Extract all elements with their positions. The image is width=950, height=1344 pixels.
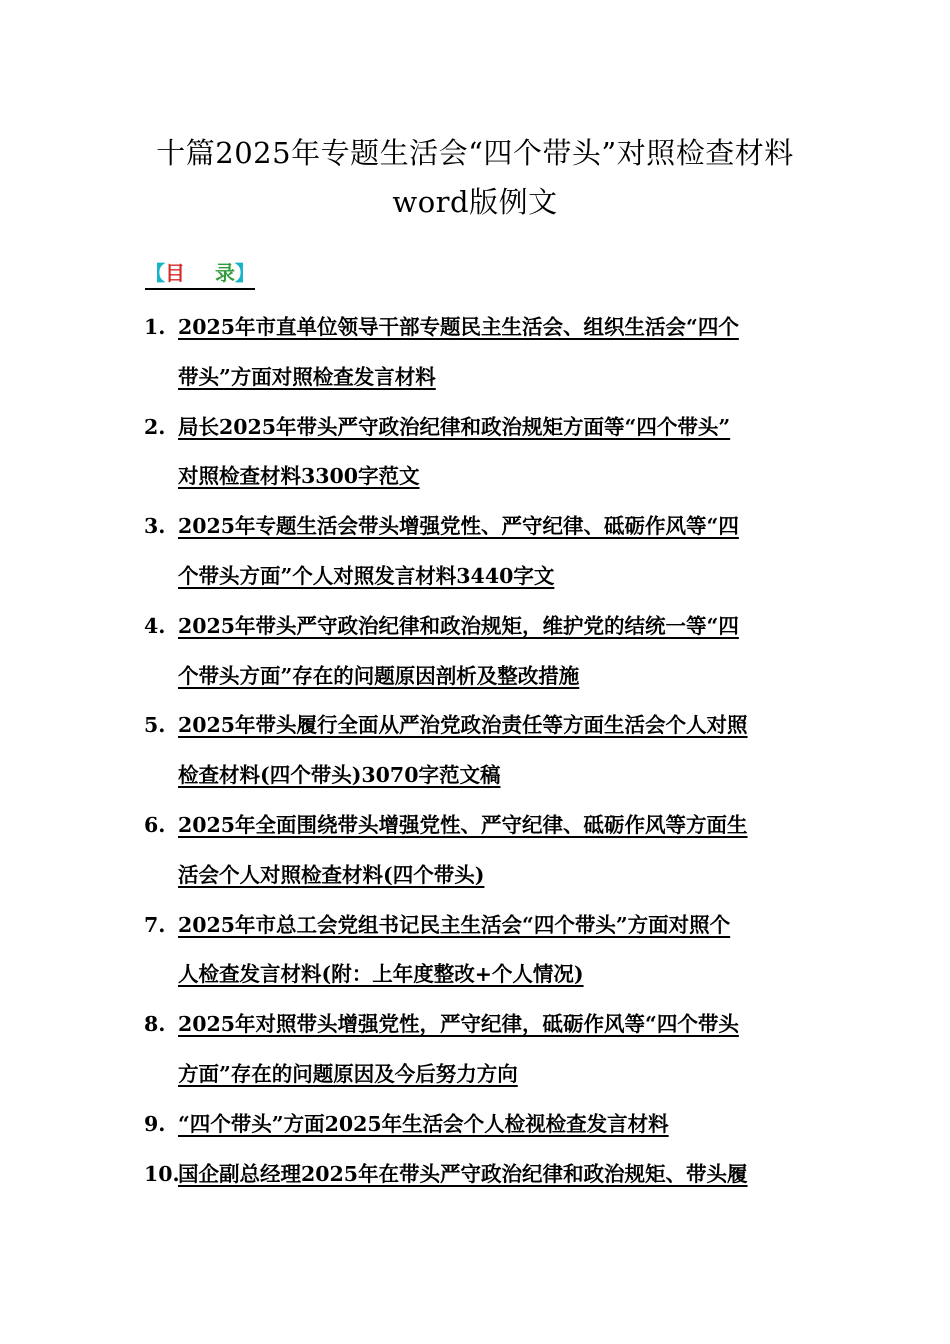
- toc-item-line: 2025年带头严守政治纪律和政治规矩，维护党的结统一等“四: [178, 613, 739, 638]
- toc-item-9[interactable]: [144, 1100, 804, 1150]
- toc-item-number: 3.: [144, 514, 166, 539]
- toc-item-line: 检查材料(四个带头)3070字范文稿: [178, 763, 501, 788]
- document-title-line-1: 十篇2025年专题生活会“四个带头”对照检查材料: [156, 136, 794, 170]
- toc-item-line: 对照检查材料3300字范文: [178, 464, 420, 489]
- toc-item-line: “四个带头”方面2025年生活会个人检视检查发言材料: [178, 1111, 669, 1136]
- toc-item-3[interactable]: [144, 502, 804, 602]
- toc-item-2[interactable]: [144, 403, 804, 503]
- toc-item-8[interactable]: [144, 1000, 804, 1100]
- toc-item-number: 1.: [144, 315, 166, 339]
- toc-list: [144, 303, 804, 1199]
- toc-item-line: 2025年带头履行全面从严治党政治责任等方面生活会个人对照: [178, 713, 748, 738]
- toc-item-line: 2025年市总工会党组书记民主生活会“四个带头”方面对照个: [178, 912, 731, 937]
- toc-item-link[interactable]: [178, 1000, 804, 1100]
- document-title-line-2: word版例文: [392, 185, 558, 219]
- toc-item-number: 4.: [144, 613, 166, 638]
- toc-item-line: 方面”存在的问题原因及今后努力方向: [178, 1061, 518, 1086]
- toc-item-number: 8.: [144, 1012, 166, 1037]
- toc-item-10[interactable]: [144, 1150, 804, 1200]
- toc-item-line: 个带头方面”存在的问题原因剖析及整改措施: [178, 663, 580, 688]
- toc-heading-right-bracket: 】: [235, 261, 255, 285]
- toc-item-5[interactable]: [144, 701, 804, 801]
- toc-item-line: 活会个人对照检查材料(四个带头): [178, 862, 485, 887]
- toc-item-line: 带头”方面对照检查发言材料: [178, 364, 436, 389]
- toc-heading: [145, 258, 255, 290]
- toc-item-line: 国企副总经理2025年在带头严守政治纪律和政治规矩、带头履: [178, 1161, 748, 1186]
- toc-item-1[interactable]: [144, 303, 804, 403]
- toc-item-line: 局长2025年带头严守政治纪律和政治规矩方面等“四个带头”: [178, 414, 731, 439]
- toc-item-link[interactable]: [178, 1150, 804, 1200]
- toc-item-number: 10.: [144, 1161, 180, 1186]
- toc-item-6[interactable]: [144, 801, 804, 901]
- toc-item-4[interactable]: [144, 602, 804, 702]
- toc-item-link[interactable]: [178, 801, 804, 901]
- toc-item-number: 5.: [144, 713, 166, 738]
- toc-heading-left-bracket: 【: [145, 261, 165, 285]
- toc-item-line: 2025年全面围绕带头增强党性、严守纪律、砥砺作风等方面生: [178, 812, 748, 837]
- toc-heading-char-1: 目: [165, 261, 185, 285]
- toc-item-link[interactable]: [178, 502, 804, 602]
- toc-item-link[interactable]: [178, 701, 804, 801]
- toc-item-link[interactable]: [178, 602, 804, 702]
- toc-item-line: 2025年对照带头增强党性，严守纪律，砥砺作风等“四个带头: [178, 1012, 739, 1037]
- toc-item-line: 2025年专题生活会带头增强党性、严守纪律、砥砺作风等“四: [178, 514, 739, 539]
- toc-item-line: 人检查发言材料(附：上年度整改+个人情况): [178, 962, 584, 987]
- toc-item-link[interactable]: [178, 901, 804, 1001]
- toc-item-line: 个带头方面”个人对照发言材料3440字文: [178, 563, 555, 588]
- toc-item-line: 2025年市直单位领导干部专题民主生活会、组织生活会“四个: [178, 315, 739, 339]
- toc-item-number: 7.: [144, 912, 166, 937]
- toc-item-link[interactable]: [178, 303, 804, 403]
- toc-item-7[interactable]: [144, 901, 804, 1001]
- toc-item-number: 9.: [144, 1111, 166, 1136]
- toc-item-link[interactable]: [178, 403, 804, 503]
- toc-item-link[interactable]: [178, 1100, 804, 1150]
- toc-item-number: 2.: [144, 414, 166, 439]
- toc-heading-char-2: 录: [215, 261, 235, 285]
- toc-item-number: 6.: [144, 812, 166, 837]
